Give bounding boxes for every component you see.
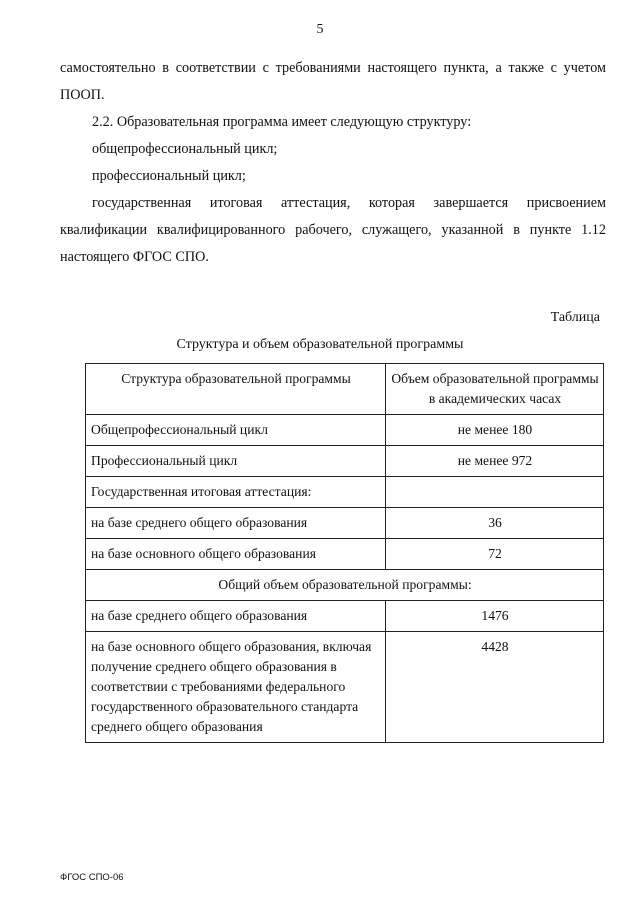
table-row: [86, 539, 604, 570]
list-item-professional-cycle: профессиональный цикл;: [92, 168, 246, 184]
row-label: на базе среднего общего образования: [86, 601, 386, 632]
page-number: 5: [316, 22, 324, 37]
header-structure: Структура образовательной программы: [86, 364, 386, 415]
table-row: [86, 632, 604, 743]
table-row: [86, 415, 604, 446]
table-row: [86, 601, 604, 632]
table-row: [86, 477, 604, 508]
row-label: на базе основного общего образования: [86, 539, 386, 570]
table-row: [86, 508, 604, 539]
row-label: Профессиональный цикл: [86, 446, 386, 477]
row-value: 1476: [386, 601, 604, 632]
structure-table: [85, 363, 604, 743]
row-value: [386, 477, 604, 508]
paragraph-structure-intro: 2.2. Образовательная программа имеет следующую структуру:: [92, 114, 472, 130]
row-label: на базе среднего общего образования: [86, 508, 386, 539]
table-row: [86, 446, 604, 477]
table-label: Таблица: [550, 310, 600, 325]
row-value: 4428: [386, 632, 604, 743]
row-label: на базе основного общего образования, включая получение среднего общего образования в соответствии с требованиями федерального государственного образовательного стандарта среднего общего образования: [86, 632, 386, 743]
row-value: не менее 972: [386, 446, 604, 477]
header-volume: Объем образовательной программы в академических часах: [386, 364, 604, 415]
row-value: 72: [386, 539, 604, 570]
list-item-state-attestation: государственная итоговая аттестация, которая завершается присвоением квалификации квалифицированного рабочего, служащего, указанной в пункте 1.12 настоящего ФГОС СПО.: [60, 195, 606, 265]
table-caption: Структура и объем образовательной программы: [176, 337, 464, 352]
row-value: не менее 180: [386, 415, 604, 446]
list-item-general-cycle: общепрофессиональный цикл;: [92, 141, 278, 157]
intro-text: [60, 55, 606, 109]
structure-list: [60, 109, 606, 271]
row-label: Общепрофессиональный цикл: [86, 415, 386, 446]
paragraph-continuation: самостоятельно в соответствии с требованиями настоящего пункта, а также с учетом ПООП.: [60, 60, 606, 103]
footer-doc-code: ФГОС СПО-06: [60, 872, 124, 883]
total-heading: Общий объем образовательной программы:: [86, 570, 604, 601]
table-total-heading-row: [86, 570, 604, 601]
row-value: 36: [386, 508, 604, 539]
row-label: Государственная итоговая аттестация:: [86, 477, 386, 508]
table-header-row: [86, 364, 604, 415]
